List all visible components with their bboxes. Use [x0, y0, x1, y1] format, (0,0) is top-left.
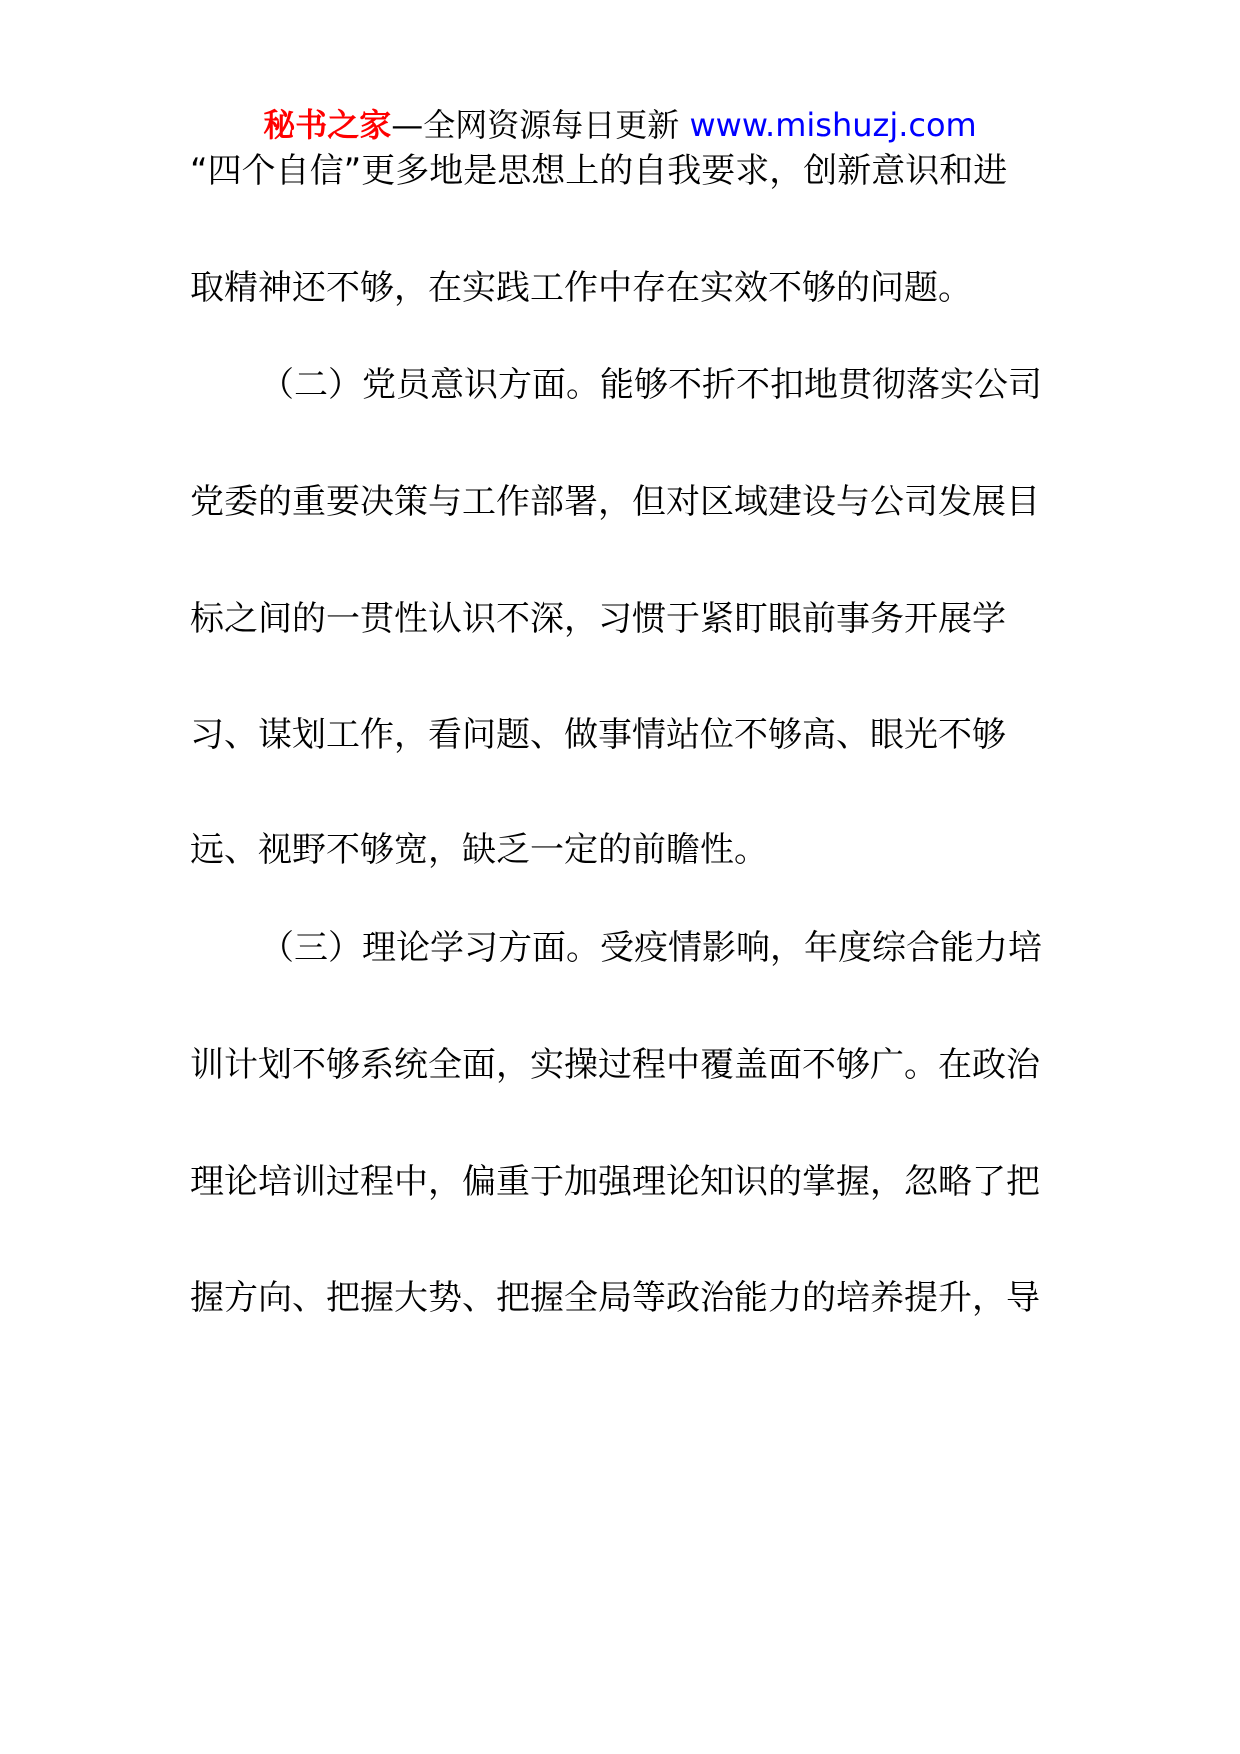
paragraph-3-first-line: （三）理论学习方面。受疫情影响，年度综合能力培 [260, 928, 1042, 968]
text-line-9: 训计划不够系统全面，实操过程中覆盖面不够广。在政治 [190, 1045, 1040, 1085]
text-line-5: 标之间的一贯性认识不深，习惯于紧盯眼前事务开展学 [190, 599, 1006, 639]
text-line-1: “四个自信”更多地是思想上的自我要求，创新意识和进 [190, 151, 1008, 191]
page-header [0, 100, 1240, 150]
paragraph-2-first-line: （二）党员意识方面。能够不折不扣地贯彻落实公司 [260, 365, 1042, 405]
text-line-6: 习、谋划工作，看问题、做事情站位不够高、眼光不够 [190, 715, 1006, 755]
text-line-2: 取精神还不够，在实践工作中存在实效不够的问题。 [190, 268, 972, 308]
text-line-4: 党委的重要决策与工作部署，但对区域建设与公司发展目 [190, 482, 1040, 522]
text-line-7: 远、视野不够宽，缺乏一定的前瞻性。 [190, 830, 768, 870]
header-slogan: —全网资源每日更新 [391, 106, 690, 144]
brand-name: 秘书之家 [263, 106, 392, 144]
text-line-10: 理论培训过程中，偏重于加强理论知识的掌握，忽略了把 [190, 1162, 1040, 1202]
site-url-link[interactable]: www.mishuzj.com [689, 106, 977, 144]
text-line-11: 握方向、把握大势、把握全局等政治能力的培养提升，导 [190, 1278, 1040, 1318]
